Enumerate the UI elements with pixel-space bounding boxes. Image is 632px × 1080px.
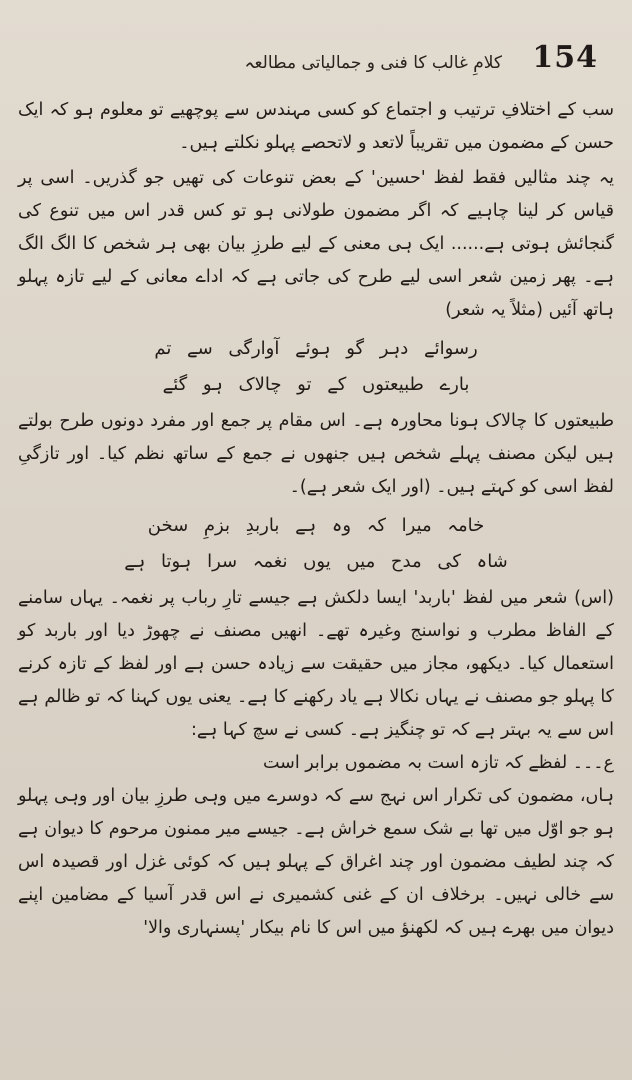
verse-1-line-2: بارے طبیعتوں کے تو چالاک ہو گئے (162, 374, 470, 395)
page-header (0, 22, 632, 92)
running-title: کلامِ غالب کا فنی و جمالیاتی مطالعہ (244, 53, 502, 73)
paragraph-1: سب کے اختلافِ ترتیب و اجتماع کو کسی مہندس سے پوچھیے تو معلوم ہو کہ ایک حسن کے مضمون میں تقریباً لاتعد و لاتحصے پہلو نکلتے ہیں۔ (18, 100, 614, 153)
verse-1 (18, 331, 614, 403)
paragraph-3: طبیعتوں کا چالاک ہونا محاورہ ہے۔ اس مقام پر جمع اور مفرد دونوں طرح بولتے ہیں لیکن مصنف پہلے شخص ہیں جنھوں نے جمع کے ساتھ نظم کیا۔ اور تازگیِ لفظ اسی کو کہتے ہیں۔ (اور ایک شعر ہے)۔ (18, 411, 614, 497)
paragraph-2: یہ چند مثالیں فقط لفظ 'حسین' کے بعض تنوعات کی تھیں جو گذریں۔ اسی پر قیاس کر لینا چاہیے کہ اگر مضمون طولانی ہو تو کس قدر اس میں تنوع کی گنجائش ہوتی ہے...... ایک ہی معنی کے لیے طرزِ بیان بھی ہر شخص کا الگ الگ ہے۔ پھر زمین شعر اسی لیے طرح کی جاتی ہے کہ اداے معانی کے لیے تازہ پہلو ہاتھ آئیں (مثلاً یہ شعر) (18, 168, 614, 320)
verse-1-line-1: رسوائے دہر گو ہوئے آوارگی سے تم (154, 338, 478, 359)
verse-2 (18, 508, 614, 580)
page-number: 154 (532, 40, 598, 75)
verse-2-line-2: شاہ کی مدح میں یوں نغمہ سرا ہوتا ہے (124, 551, 508, 572)
paragraph-4: (اس) شعر میں لفظ 'باربد' ایسا دلکش ہے جیسے تارِ رباب پر نغمہ۔ یہاں سامنے کے الفاظ مطرب و نواسنج وغیرہ تھے۔ انھیں مصنف نے چھوڑ دیا اور باربد کو استعمال کیا۔ دیکھو، مجاز میں حقیقت سے زیادہ حسن ہے اور لفظ کے تازہ کرنے کا پہلو جو مصنف نے یہاں نکالا ہے یاد رکھنے کا ہے۔ یعنی یوں کہنا کہ تو ظالم ہے اس سے یہ بہتر ہے کہ تو چنگیز ہے۔ کسی نے سچ کہا ہے: (18, 588, 614, 740)
page-body (18, 94, 614, 945)
verse-2-line-1: خامہ میرا کہ وہ ہے باربدِ بزمِ سخن (147, 515, 485, 536)
paragraph-5: ہاں، مضمون کی تکرار اس نہج سے کہ دوسرے میں وہی طرزِ بیان اور وہی پہلو ہو جو اوّل میں تھا بے شک سمع خراش ہے۔ جیسے میر ممنون مرحوم کا دیوان ہے کہ چند لطیف مضمون اور چند اغراق کے پہلو ہیں کہ کوئی غزل اور قصیدہ اس سے خالی نہیں۔ برخلاف ان کے غنی کشمیری نے اس قدر آسیا کے مضامین اپنے دیوان میں بھرے ہیں کہ لکھنؤ میں اس کا نام بیکار 'پسنہاری والا' (18, 786, 614, 938)
quoted-misra: ع۔۔۔ لفظے کہ تازہ است بہ مضموں برابر است (262, 753, 614, 773)
